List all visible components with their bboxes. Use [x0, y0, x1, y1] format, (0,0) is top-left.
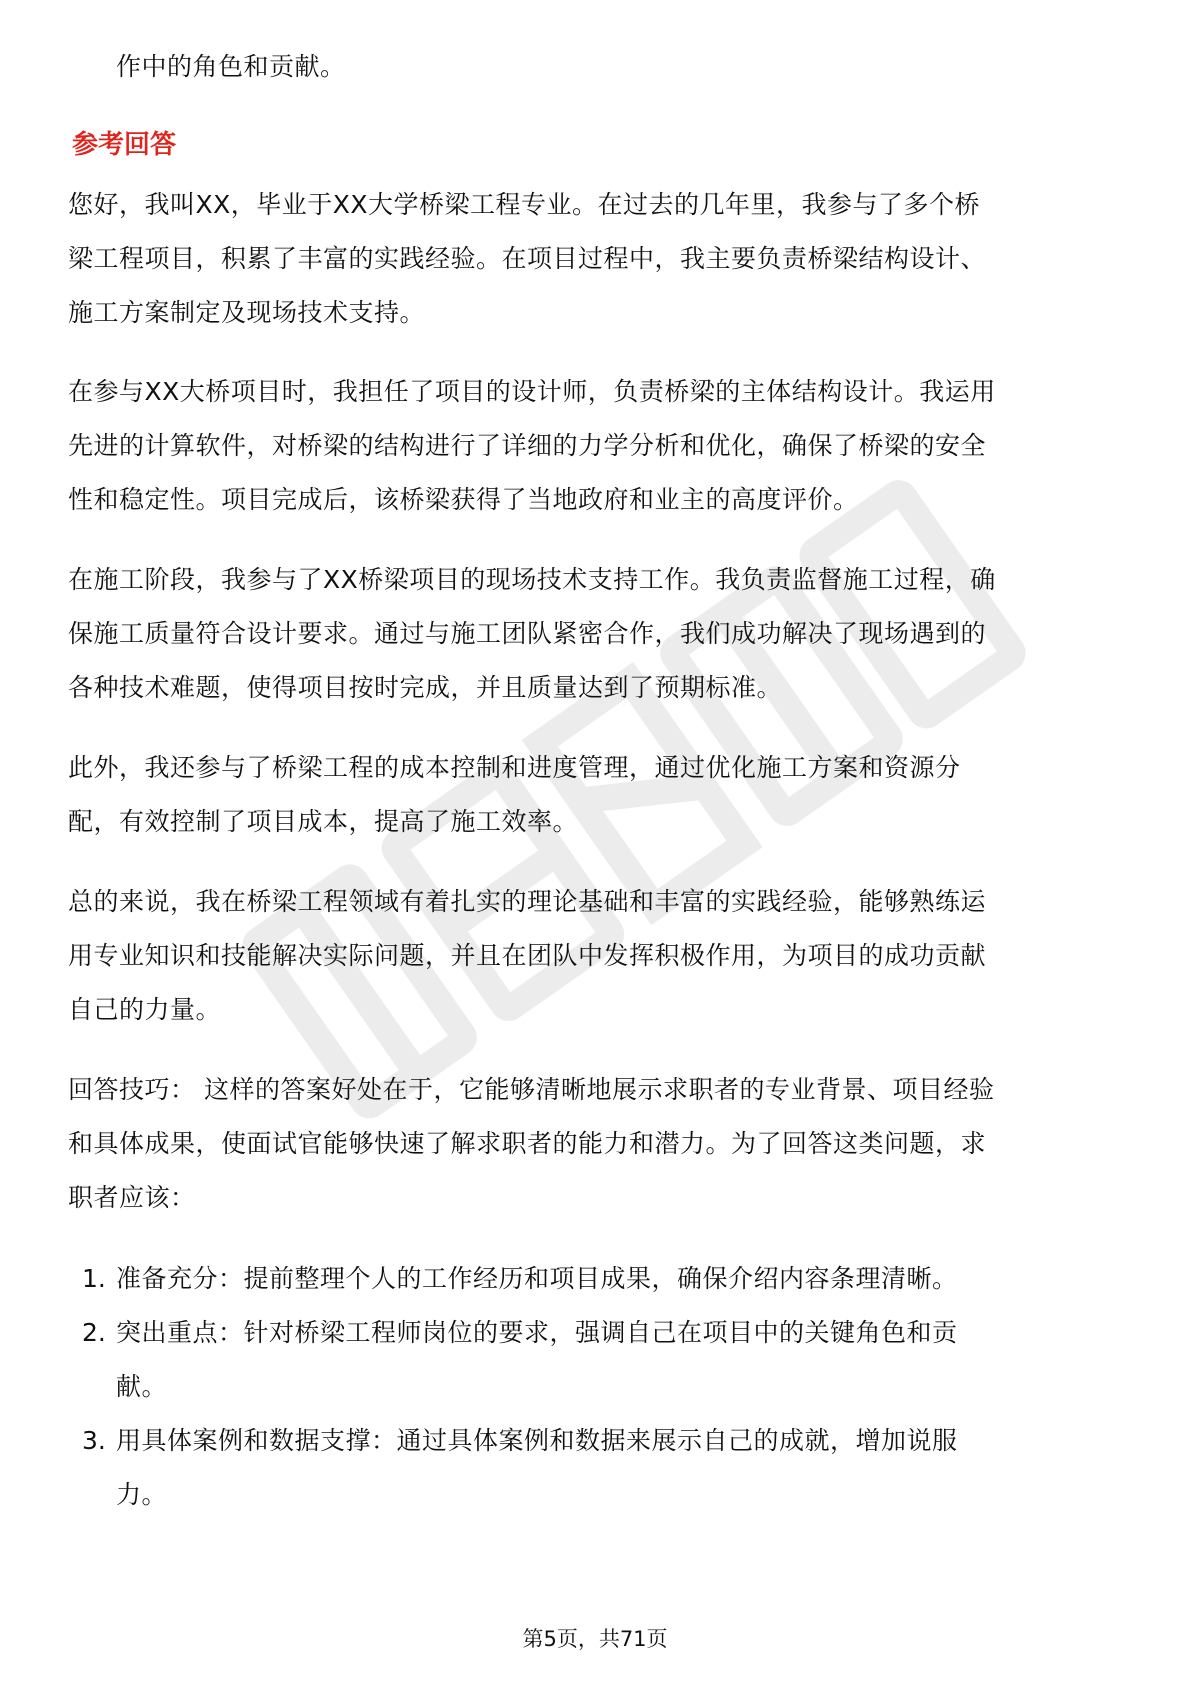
paragraph-line: 用专业知识和技能解决实际问题，并且在团队中发挥积极作用，为项目的成功贡献	[68, 941, 987, 970]
page-number-footer: 第5页，共71页	[522, 1627, 668, 1651]
paragraph-line: 此外，我还参与了桥梁工程的成本控制和进度管理，通过优化施工方案和资源分	[68, 753, 961, 782]
paragraph-line: 在参与XX大桥项目时，我担任了项目的设计师，负责桥梁的主体结构设计。我运用	[68, 377, 996, 406]
paragraph-line: 各种技术难题，使得项目按时完成，并且质量达到了预期标准。	[68, 673, 783, 702]
paragraph-line: 施工方案制定及现场技术支持。	[68, 298, 426, 327]
paragraph-line: 先进的计算软件，对桥梁的结构进行了详细的力学分析和优化，确保了桥梁的安全	[68, 431, 987, 460]
reference-answer-heading: 参考回答	[72, 130, 177, 160]
paragraph-line: 保施工质量符合设计要求。通过与施工团队紧密合作，我们成功解决了现场遇到的	[68, 619, 987, 648]
paragraph-line: 职者应该：	[68, 1183, 196, 1212]
paragraph-line: 梁工程项目，积累了丰富的实践经验。在项目过程中，我主要负责桥梁结构设计、	[68, 244, 987, 273]
paragraph-line: 在施工阶段，我参与了XX桥梁项目的现场技术支持工作。我负责监督施工过程，确	[68, 565, 996, 594]
list-item-line: 献。	[116, 1372, 168, 1401]
paragraph-line: 您好，我叫XX，毕业于XX大学桥梁工程专业。在过去的几年里，我参与了多个桥	[68, 190, 981, 219]
list-item-line: 用具体案例和数据支撑：通过具体案例和数据来展示自己的成就，增加说服	[116, 1426, 958, 1455]
paragraph-line: 配，有效控制了项目成本，提高了施工效率。	[68, 807, 579, 836]
paragraph-line: 自己的力量。	[68, 995, 222, 1024]
list-item-line: 突出重点：针对桥梁工程师岗位的要求，强调自己在项目中的关键角色和贡	[116, 1318, 958, 1347]
paragraph-line: 性和稳定性。项目完成后，该桥梁获得了当地政府和业主的高度评价。	[68, 485, 859, 514]
paragraph-line: 回答技巧： 这样的答案好处在于，它能够清晰地展示求职者的专业背景、项目经验	[68, 1075, 995, 1104]
list-item-number: 2.	[82, 1318, 106, 1347]
list-item-number: 1.	[82, 1264, 106, 1293]
paragraph-line: 总的来说，我在桥梁工程领域有着扎实的理论基础和丰富的实践经验，能够熟练运	[68, 887, 987, 916]
list-item-line: 力。	[116, 1480, 168, 1509]
list-item-number: 3.	[82, 1426, 106, 1455]
continuation-text: 作中的角色和贡献。	[116, 52, 346, 81]
list-item-line: 准备充分：提前整理个人的工作经历和项目成果，确保介绍内容条理清晰。	[116, 1264, 958, 1293]
paragraph-line: 和具体成果，使面试官能够快速了解求职者的能力和潜力。为了回答这类问题，求	[68, 1129, 987, 1158]
